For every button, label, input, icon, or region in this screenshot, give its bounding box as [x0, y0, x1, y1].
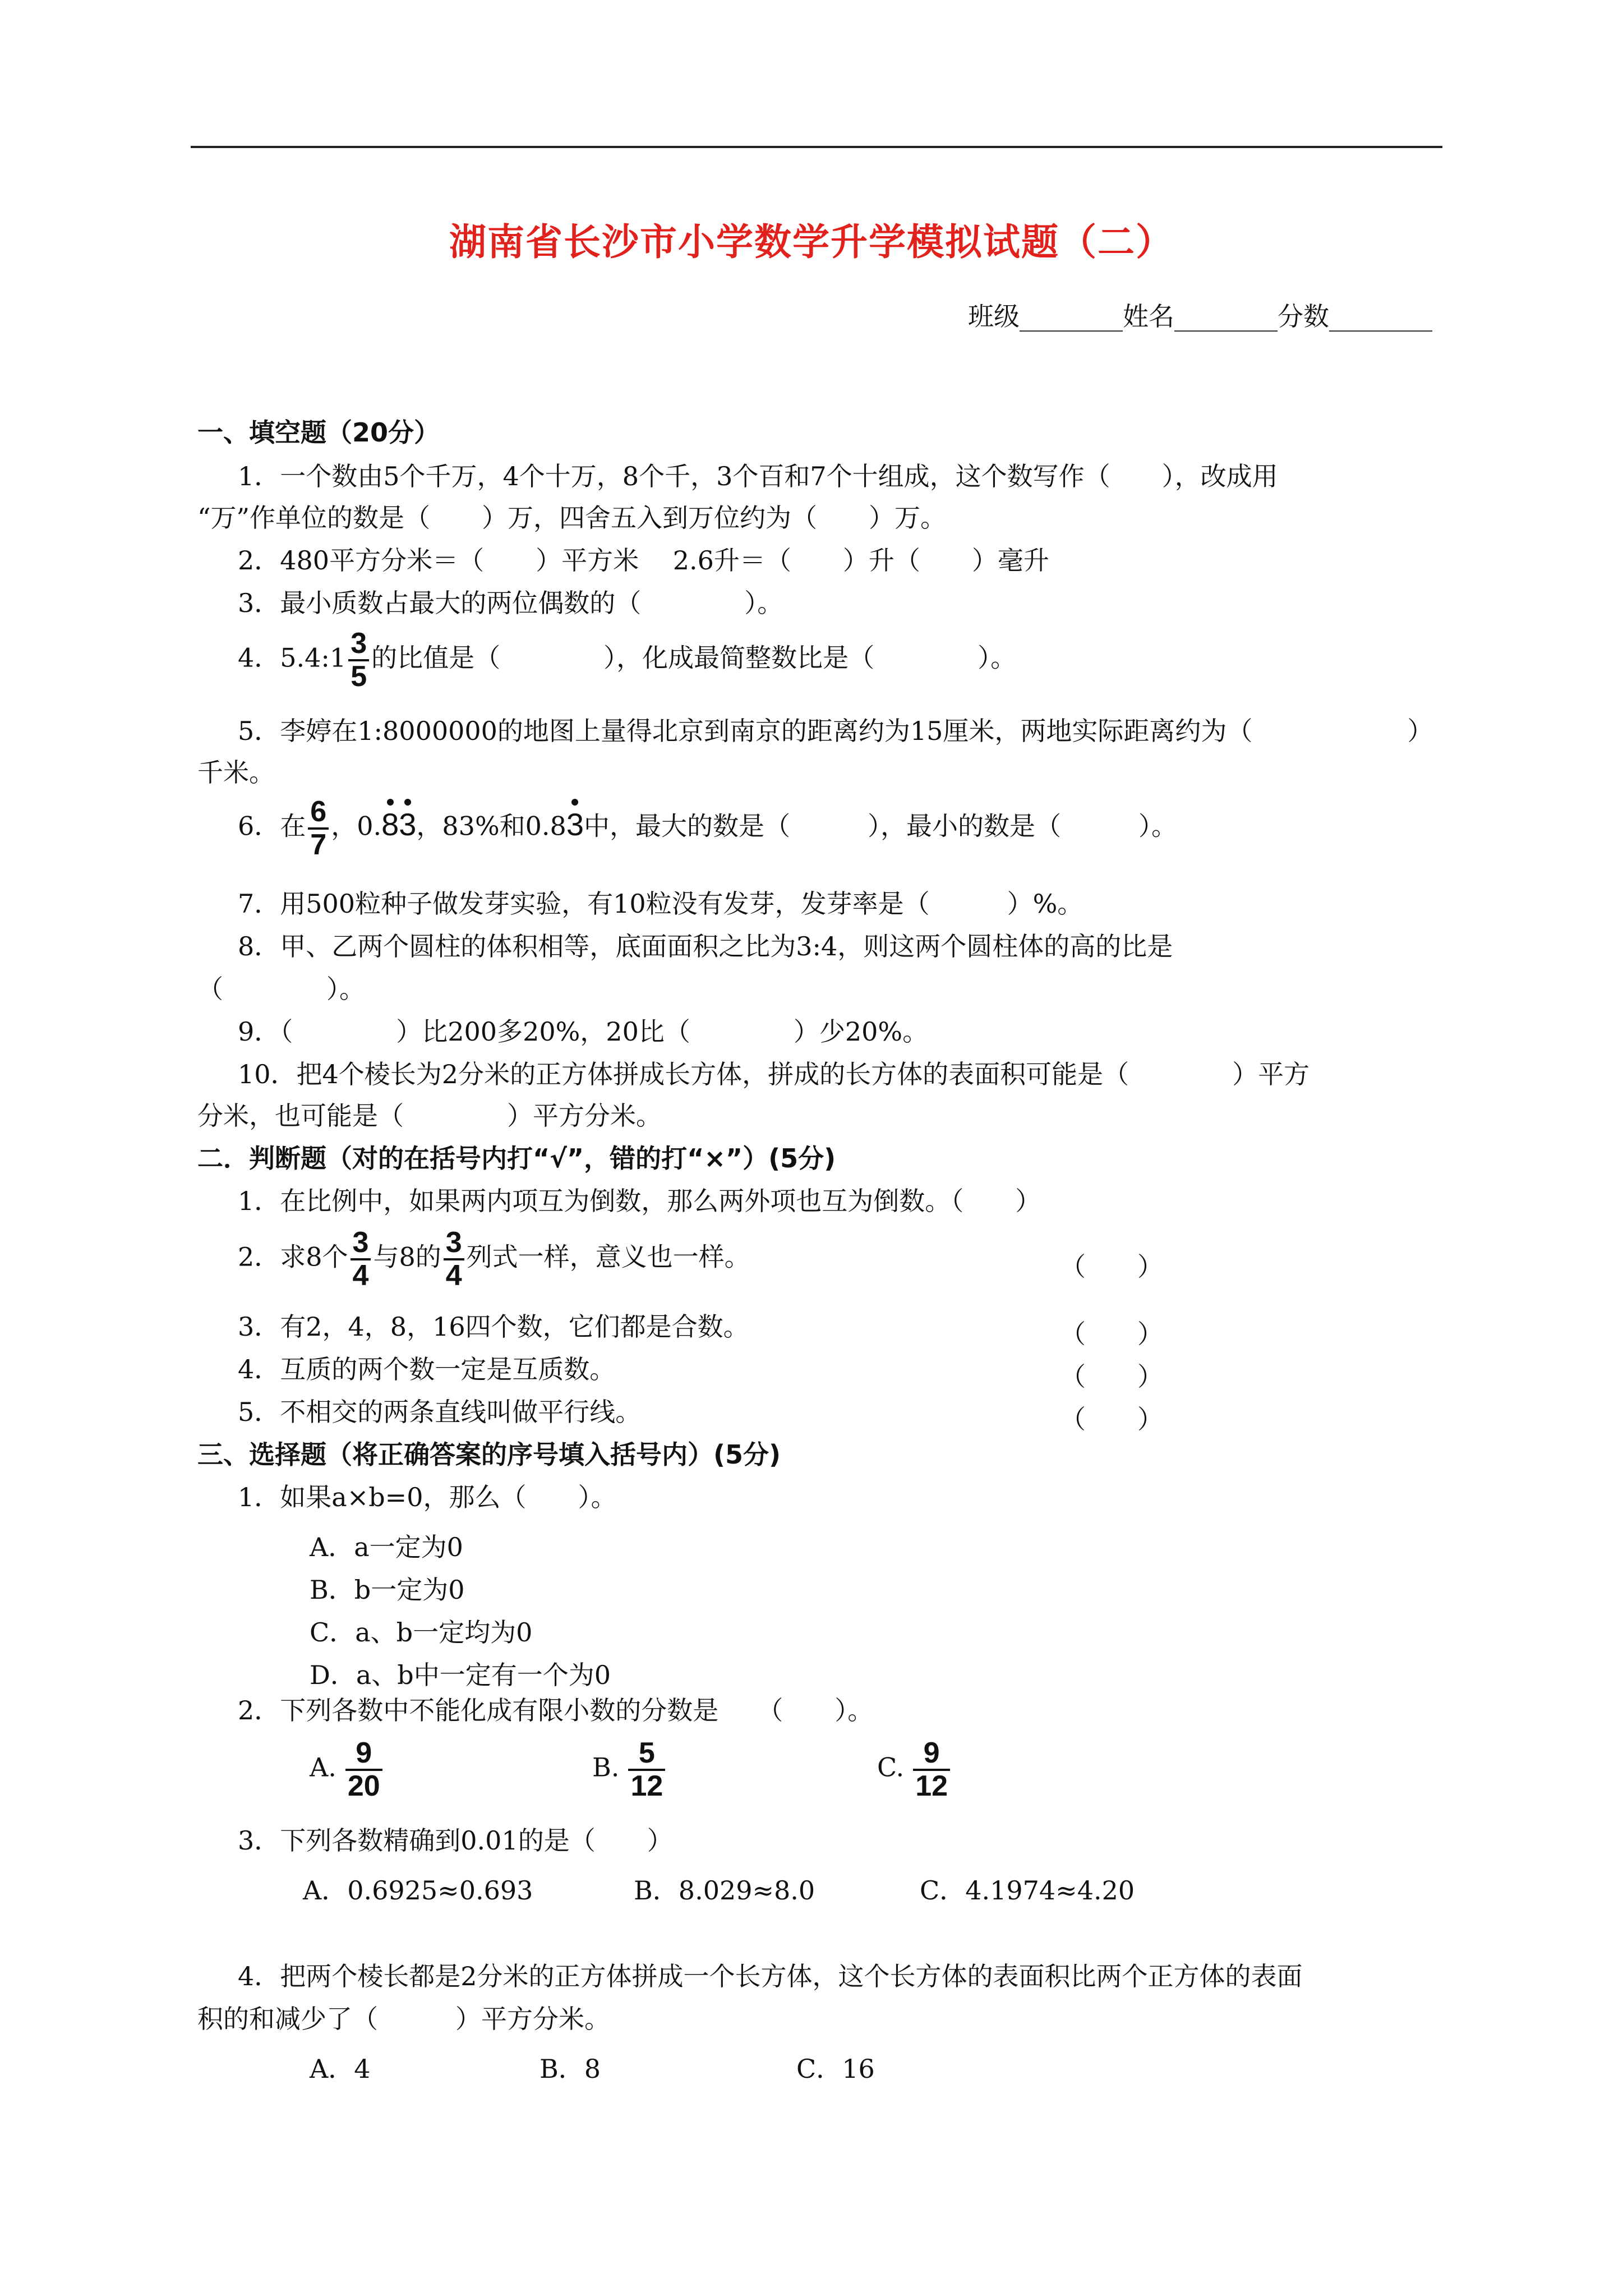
s3-q4-line2: 积的和减少了（ ）平方分米。	[197, 2004, 610, 2034]
s1-q3: 3．最小质数占最大的两位偶数的（ ）。	[238, 588, 783, 618]
s1-q6	[238, 797, 1177, 860]
s2-q4-answer-paren: （ ）	[1060, 1361, 1163, 1392]
s3-q4-option-b: B．8	[540, 2054, 601, 2084]
fraction-numerator: 6	[310, 795, 327, 828]
s2-q2-mid: 与8的	[373, 1241, 441, 1272]
page-title: 湖南省长沙市小学数学升学模拟试题（二）	[449, 220, 1174, 264]
s2-q2-suffix: 列式一样，意义也一样。	[466, 1241, 750, 1272]
s1-q8-line2: （ ）。	[197, 974, 365, 1004]
top-rule	[191, 146, 1442, 148]
fraction-numerator: 3	[445, 1226, 462, 1259]
option-letter: A.	[310, 1752, 336, 1783]
s2-q3-answer-paren: （ ）	[1060, 1319, 1163, 1349]
s1-q7: 7．用500粒种子做发芽实验，有10粒没有发芽，发芽率是（ ）%。	[238, 889, 1083, 919]
s3-q3-option-a: A．0.6925≈0.693	[303, 1875, 533, 1906]
s2-q4: 4．互质的两个数一定是互质数。	[238, 1354, 616, 1384]
fraction-denominator: 12	[630, 1769, 663, 1802]
s3-q4-option-c: C．16	[796, 2054, 875, 2084]
s3-q1-option-d: D．a、b中一定有一个为0	[310, 1660, 611, 1690]
section-1-heading: 一、填空题（20分）	[197, 417, 440, 448]
s1-q9: 9．（ ）比200多20%，20比（ ）少20%。	[238, 1016, 929, 1047]
s3-q3: 3．下列各数精确到0.01的是（ ）	[238, 1825, 673, 1856]
option-fraction	[628, 1738, 665, 1801]
s1-q1-line1: 1．一个数由5个千万，4个十万，8个千，3个百和7个十组成，这个数写作（ ），改成用	[238, 461, 1278, 491]
s1-q4-suffix: 的比值是（ ），化成最简整数比是（ ）。	[371, 642, 1017, 673]
fraction-numerator: 3	[352, 1226, 369, 1259]
fraction-denominator: 5	[351, 660, 367, 693]
s1-q4-fraction	[348, 628, 369, 692]
s2-q1: 1．在比例中，如果两内项互为倒数，那么两外项也互为倒数。（ ）	[238, 1186, 1041, 1216]
s2-q2	[238, 1227, 750, 1291]
s3-q4-option-a: A．4	[310, 2054, 371, 2084]
repeat-dot-icon	[404, 799, 411, 806]
fraction-numerator: 3	[351, 627, 367, 660]
digit: 8	[381, 806, 399, 842]
s3-q1: 1．如果a×b=0，那么（ ）。	[238, 1482, 617, 1512]
s1-q8-line1: 8．甲、乙两个圆柱的体积相等，底面面积之比为3:4，则这两个圆柱体的高的比是	[238, 931, 1173, 961]
s2-q2-prefix: 2．求8个	[238, 1241, 348, 1272]
repeat-dot-icon	[571, 799, 578, 806]
option-letter: C.	[877, 1752, 905, 1783]
fraction-denominator: 4	[445, 1259, 462, 1292]
option-fraction	[913, 1738, 950, 1801]
s3-q2: 2．下列各数中不能化成有限小数的分数是 （ ）。	[238, 1695, 874, 1726]
option-letter: B.	[592, 1752, 620, 1783]
fraction-denominator: 7	[310, 828, 327, 861]
repeating-digit	[381, 806, 399, 843]
section-2-heading: 二．判断题（对的在括号内打“√”，错的打“×”）(5分)	[197, 1143, 836, 1174]
s1-q4	[238, 628, 1016, 692]
s3-q1-option-a: A．a一定为0	[310, 1532, 463, 1562]
s3-q2-option-a	[310, 1738, 385, 1801]
s2-q3: 3．有2，4，8，16四个数，它们都是合数。	[238, 1312, 749, 1342]
s1-q6-suffix: 中，最大的数是（ ），最小的数是（ ）。	[583, 811, 1177, 841]
s2-q5: 5．不相交的两条直线叫做平行线。	[238, 1397, 642, 1427]
repeat-dot-icon	[387, 799, 394, 806]
s3-q2-option-b	[592, 1738, 667, 1801]
s1-q4-prefix: 4．5.4:1	[238, 642, 347, 673]
s1-q6-fraction	[308, 797, 329, 860]
s1-q2: 2．480平方分米＝（ ）平方米 2.6升＝（ ）升（ ）毫升	[238, 545, 1049, 576]
s1-q6-mid1: ，0.	[331, 811, 382, 841]
fraction-denominator: 12	[915, 1769, 948, 1802]
digit: 3	[399, 806, 417, 842]
repeating-digit	[399, 806, 416, 843]
s1-q6-mid2: ，83%和0.8	[416, 811, 566, 841]
s1-q1-line2: “万”作单位的数是（ ）万，四舍五入到万位约为（ ）万。	[197, 503, 947, 533]
s1-q5-line1: 5．李婷在1:8000000的地图上量得北京到南京的距离约为15厘米，两地实际距离约为（ ）	[238, 716, 1433, 746]
s3-q3-option-b: B．8.029≈8.0	[634, 1875, 815, 1906]
fraction-numerator: 9	[356, 1737, 372, 1769]
digit: 3	[566, 806, 584, 842]
fraction-denominator: 4	[352, 1259, 369, 1292]
student-info-fields: 班级________姓名________分数________	[968, 301, 1432, 332]
s2-q2-fraction-1	[351, 1227, 371, 1291]
s1-q10-line2: 分米，也可能是（ ）平方分米。	[197, 1101, 662, 1131]
s2-q2-answer-paren: （ ）	[1060, 1251, 1163, 1282]
section-3-heading: 三、选择题（将正确答案的序号填入括号内）(5分)	[197, 1439, 781, 1470]
s1-q6-prefix: 6．在	[238, 811, 306, 841]
s3-q4-line1: 4．把两个棱长都是2分米的正方体拼成一个长方体，这个长方体的表面积比两个正方体的表面	[238, 1961, 1303, 1991]
option-fraction	[345, 1738, 382, 1801]
s2-q5-answer-paren: （ ）	[1060, 1404, 1163, 1434]
s3-q1-option-c: C．a、b一定均为0	[310, 1617, 533, 1648]
s1-q5-line2: 千米。	[197, 757, 275, 788]
s1-q10-line1: 10．把4个棱长为2分米的正方体拼成长方体，拼成的长方体的表面积可能是（ ）平方	[238, 1059, 1310, 1089]
fraction-numerator: 9	[923, 1737, 940, 1769]
s3-q1-option-b: B．b一定为0	[310, 1575, 465, 1605]
s3-q3-option-c: C．4.1974≈4.20	[920, 1875, 1135, 1906]
s3-q2-option-c	[877, 1738, 952, 1801]
repeating-digit	[566, 806, 584, 843]
fraction-numerator: 5	[638, 1737, 655, 1769]
fraction-denominator: 20	[347, 1769, 380, 1802]
s2-q2-fraction-2	[444, 1227, 464, 1291]
